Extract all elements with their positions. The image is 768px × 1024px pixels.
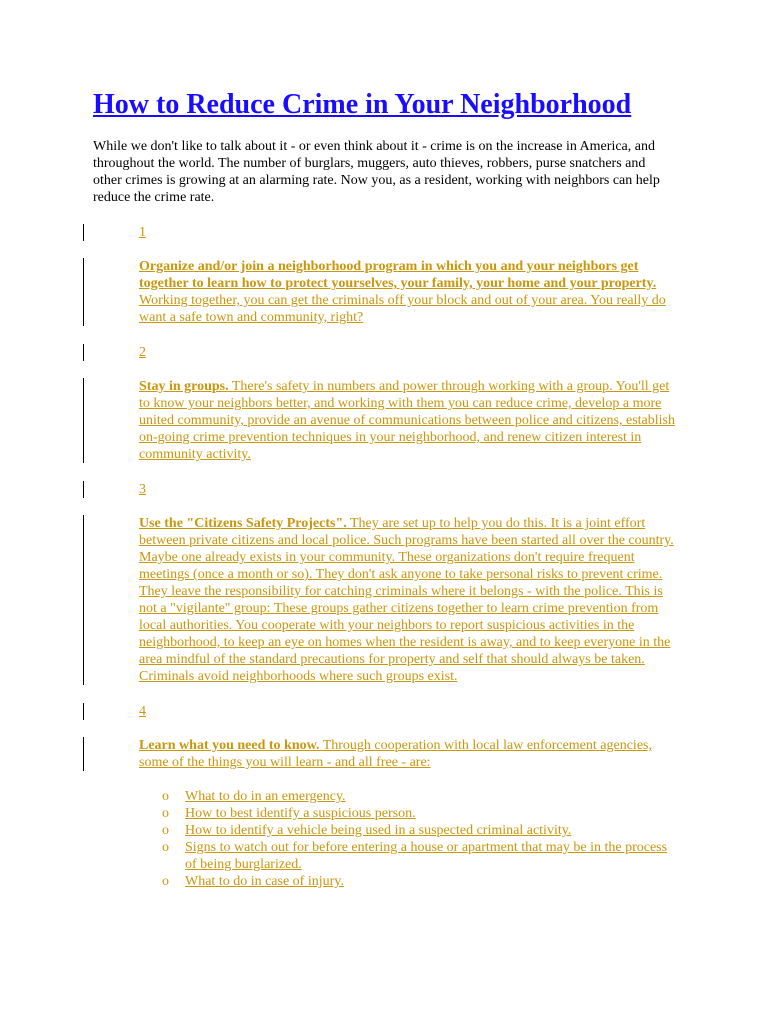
step-heading: Organize and/or join a neighborhood program in which you and your neighbors get together to learn how to protect yourselves, your family, your home and your property.: [139, 259, 657, 291]
list-item-text: How to best identify a suspicious person.: [185, 806, 416, 821]
bullet-icon: o: [162, 806, 169, 821]
revision-bar: [83, 344, 84, 361]
step-number: 2: [139, 345, 146, 360]
revision-bar: [83, 481, 84, 498]
list-item[interactable]: [162, 839, 675, 873]
step-heading: Use the "Citizens Safety Projects".: [139, 516, 347, 531]
step-body: They are set up to help you do this. It is a joint effort between private citizens and local police. Such programs have been started all over the country. Maybe one already exists in your community. These organizations don't require frequent meetings (once a month or so). They don't ask anyone to take personal risks to prevent crime. They leave the responsibility for catching criminals where it belongs - with the police. This is not a "vigilante" group: These groups gather citizens together to learn crime prevention from local authorities. You cooperate with your neighbors to report suspicious activities in the neighborhood, to keep an eye on homes when the resident is away, and to keep everyone in the area mindful of the standard precautions for property and self that should always be taken. Criminals avoid neighborhoods where such groups exist.: [139, 516, 674, 684]
list-item[interactable]: [162, 873, 675, 890]
bullet-icon: o: [162, 874, 169, 889]
step-number: 1: [139, 225, 146, 240]
step-heading: Learn what you need to know.: [139, 738, 320, 753]
list-item-text: What to do in an emergency.: [185, 789, 346, 804]
step-3-text[interactable]: [139, 515, 675, 685]
article: [93, 88, 678, 890]
step-1-number[interactable]: [139, 224, 675, 241]
list-item-text: Signs to watch out for before entering a house or apartment that may be in the process of being burglarized.: [185, 840, 668, 872]
step-3-number[interactable]: [139, 481, 675, 498]
revision-bar: [83, 224, 84, 241]
revision-bar: [83, 258, 84, 326]
step-2-number[interactable]: [139, 344, 675, 361]
list-item[interactable]: [162, 788, 675, 805]
step-number: 4: [139, 704, 146, 719]
page-title[interactable]: How to Reduce Crime in Your Neighborhood: [93, 89, 632, 120]
revision-bar: [83, 515, 84, 685]
step-4-number[interactable]: [139, 703, 675, 720]
step-1-text[interactable]: [139, 258, 675, 326]
tips-list: [162, 788, 675, 890]
step-heading: Stay in groups.: [139, 379, 229, 394]
step-number: 3: [139, 482, 146, 497]
tips-list-block: [162, 788, 675, 890]
list-item[interactable]: [162, 822, 675, 839]
list-item-text: How to identify a vehicle being used in a suspected criminal activity.: [185, 823, 572, 838]
step-body: Through cooperation with local law enforcement agencies, some of the things you will learn - and all free - are:: [139, 738, 652, 770]
step-4-text[interactable]: [139, 737, 675, 771]
revision-bar: [83, 378, 84, 463]
bullet-icon: o: [162, 823, 169, 838]
revision-bar: [83, 737, 84, 771]
list-item-text: What to do in case of injury.: [185, 874, 344, 889]
list-item[interactable]: [162, 805, 675, 822]
revision-bar: [83, 703, 84, 720]
bullet-icon: o: [162, 789, 169, 804]
intro-paragraph: While we don't like to talk about it - or even think about it - crime is on the increase in America, and throughout the world. The number of burglars, muggers, auto thieves, robbers, purse snatchers and other crimes is growing at an alarming rate. Now you, as a resident, working with neighbors can help reduce the crime rate.: [93, 139, 660, 205]
step-2-text[interactable]: [139, 378, 675, 463]
step-body: Working together, you can get the criminals off your block and out of your area. You really do want a safe town and community, right?: [139, 293, 666, 325]
bullet-icon: o: [162, 840, 169, 855]
step-body: There's safety in numbers and power through working with a group. You'll get to know your neighbors better, and working with them you can reduce crime, develop a more united community, provide an avenue of communications between police and citizens, establish on-going crime prevention techniques in your neighborhood, and renew citizen interest in community activity.: [139, 379, 675, 462]
